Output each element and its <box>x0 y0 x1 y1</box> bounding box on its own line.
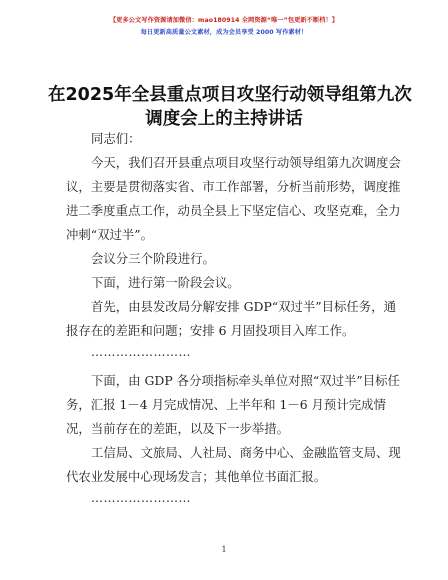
paragraph-line: 下面，进行第一阶段会议。 <box>91 275 240 290</box>
title-line-1: 在2025年全县重点项目攻坚行动领导组第九次 <box>48 85 412 105</box>
paragraph-line: 代农业发展中心现场发言；其他单位书面汇报。 <box>66 469 327 484</box>
paragraph-line: 今天，我们召开县重点项目攻坚行动领导组第九次调度会 <box>91 155 401 170</box>
paragraph-line: 报存在的差距和问题；安排 6 月固投项目入库工作。 <box>66 323 355 338</box>
document-title <box>48 83 412 131</box>
promo-banner-line-1: 【更多公文写作资源请加微信：mao180914 全网资源“唯一”包更新不断档！】 <box>109 17 339 24</box>
paragraph-line: 况，当前存在的差距，以及下一步举措。 <box>66 421 290 436</box>
ellipsis-separator-1: …………………… <box>91 345 191 359</box>
ellipsis-separator-2: …………………… <box>91 491 191 505</box>
paragraph-line: 工信局、文旅局、人社局、商务中心、金融监管支局、现 <box>91 445 401 460</box>
paragraph-opening <box>66 151 401 247</box>
paragraph-line: 下面，由 GDP 各分项指标牵头单位对照“双过半”目标任 <box>91 373 400 388</box>
salutation-text: 同志们： <box>91 131 141 146</box>
paragraph-line: 议，主要是贯彻落实省、市工作部署，分析当前形势，调度推 <box>66 179 401 194</box>
paragraph-speakers <box>66 441 401 489</box>
paragraph-line: 首先，由县发改局分解安排 GDP“双过半”目标任务，通 <box>91 299 396 314</box>
paragraph-line: 会议分三个阶段进行。 <box>91 251 215 266</box>
paragraph-line: 冲刺“双过半”。 <box>66 227 154 242</box>
paragraph-line: 务，汇报 1－4 月完成情况、上半年和 1－6 月预计完成情 <box>66 397 386 412</box>
paragraph-report <box>66 369 400 441</box>
salutation <box>66 127 384 151</box>
paragraph-line: 进二季度重点工作，动员全县上下坚定信心、攻坚克难，全力 <box>66 203 401 218</box>
paragraph-first-stage <box>66 271 384 295</box>
paragraph-gdp-tasks <box>66 295 396 343</box>
paragraph-stages <box>66 247 384 271</box>
page-number: 1 <box>221 545 227 554</box>
promo-banner-line-2: 每日更新高质量公文素材，成为会员享受 2000 写作素材！ <box>140 29 308 36</box>
title-line-2: 调度会上的主持讲话 <box>145 109 303 129</box>
